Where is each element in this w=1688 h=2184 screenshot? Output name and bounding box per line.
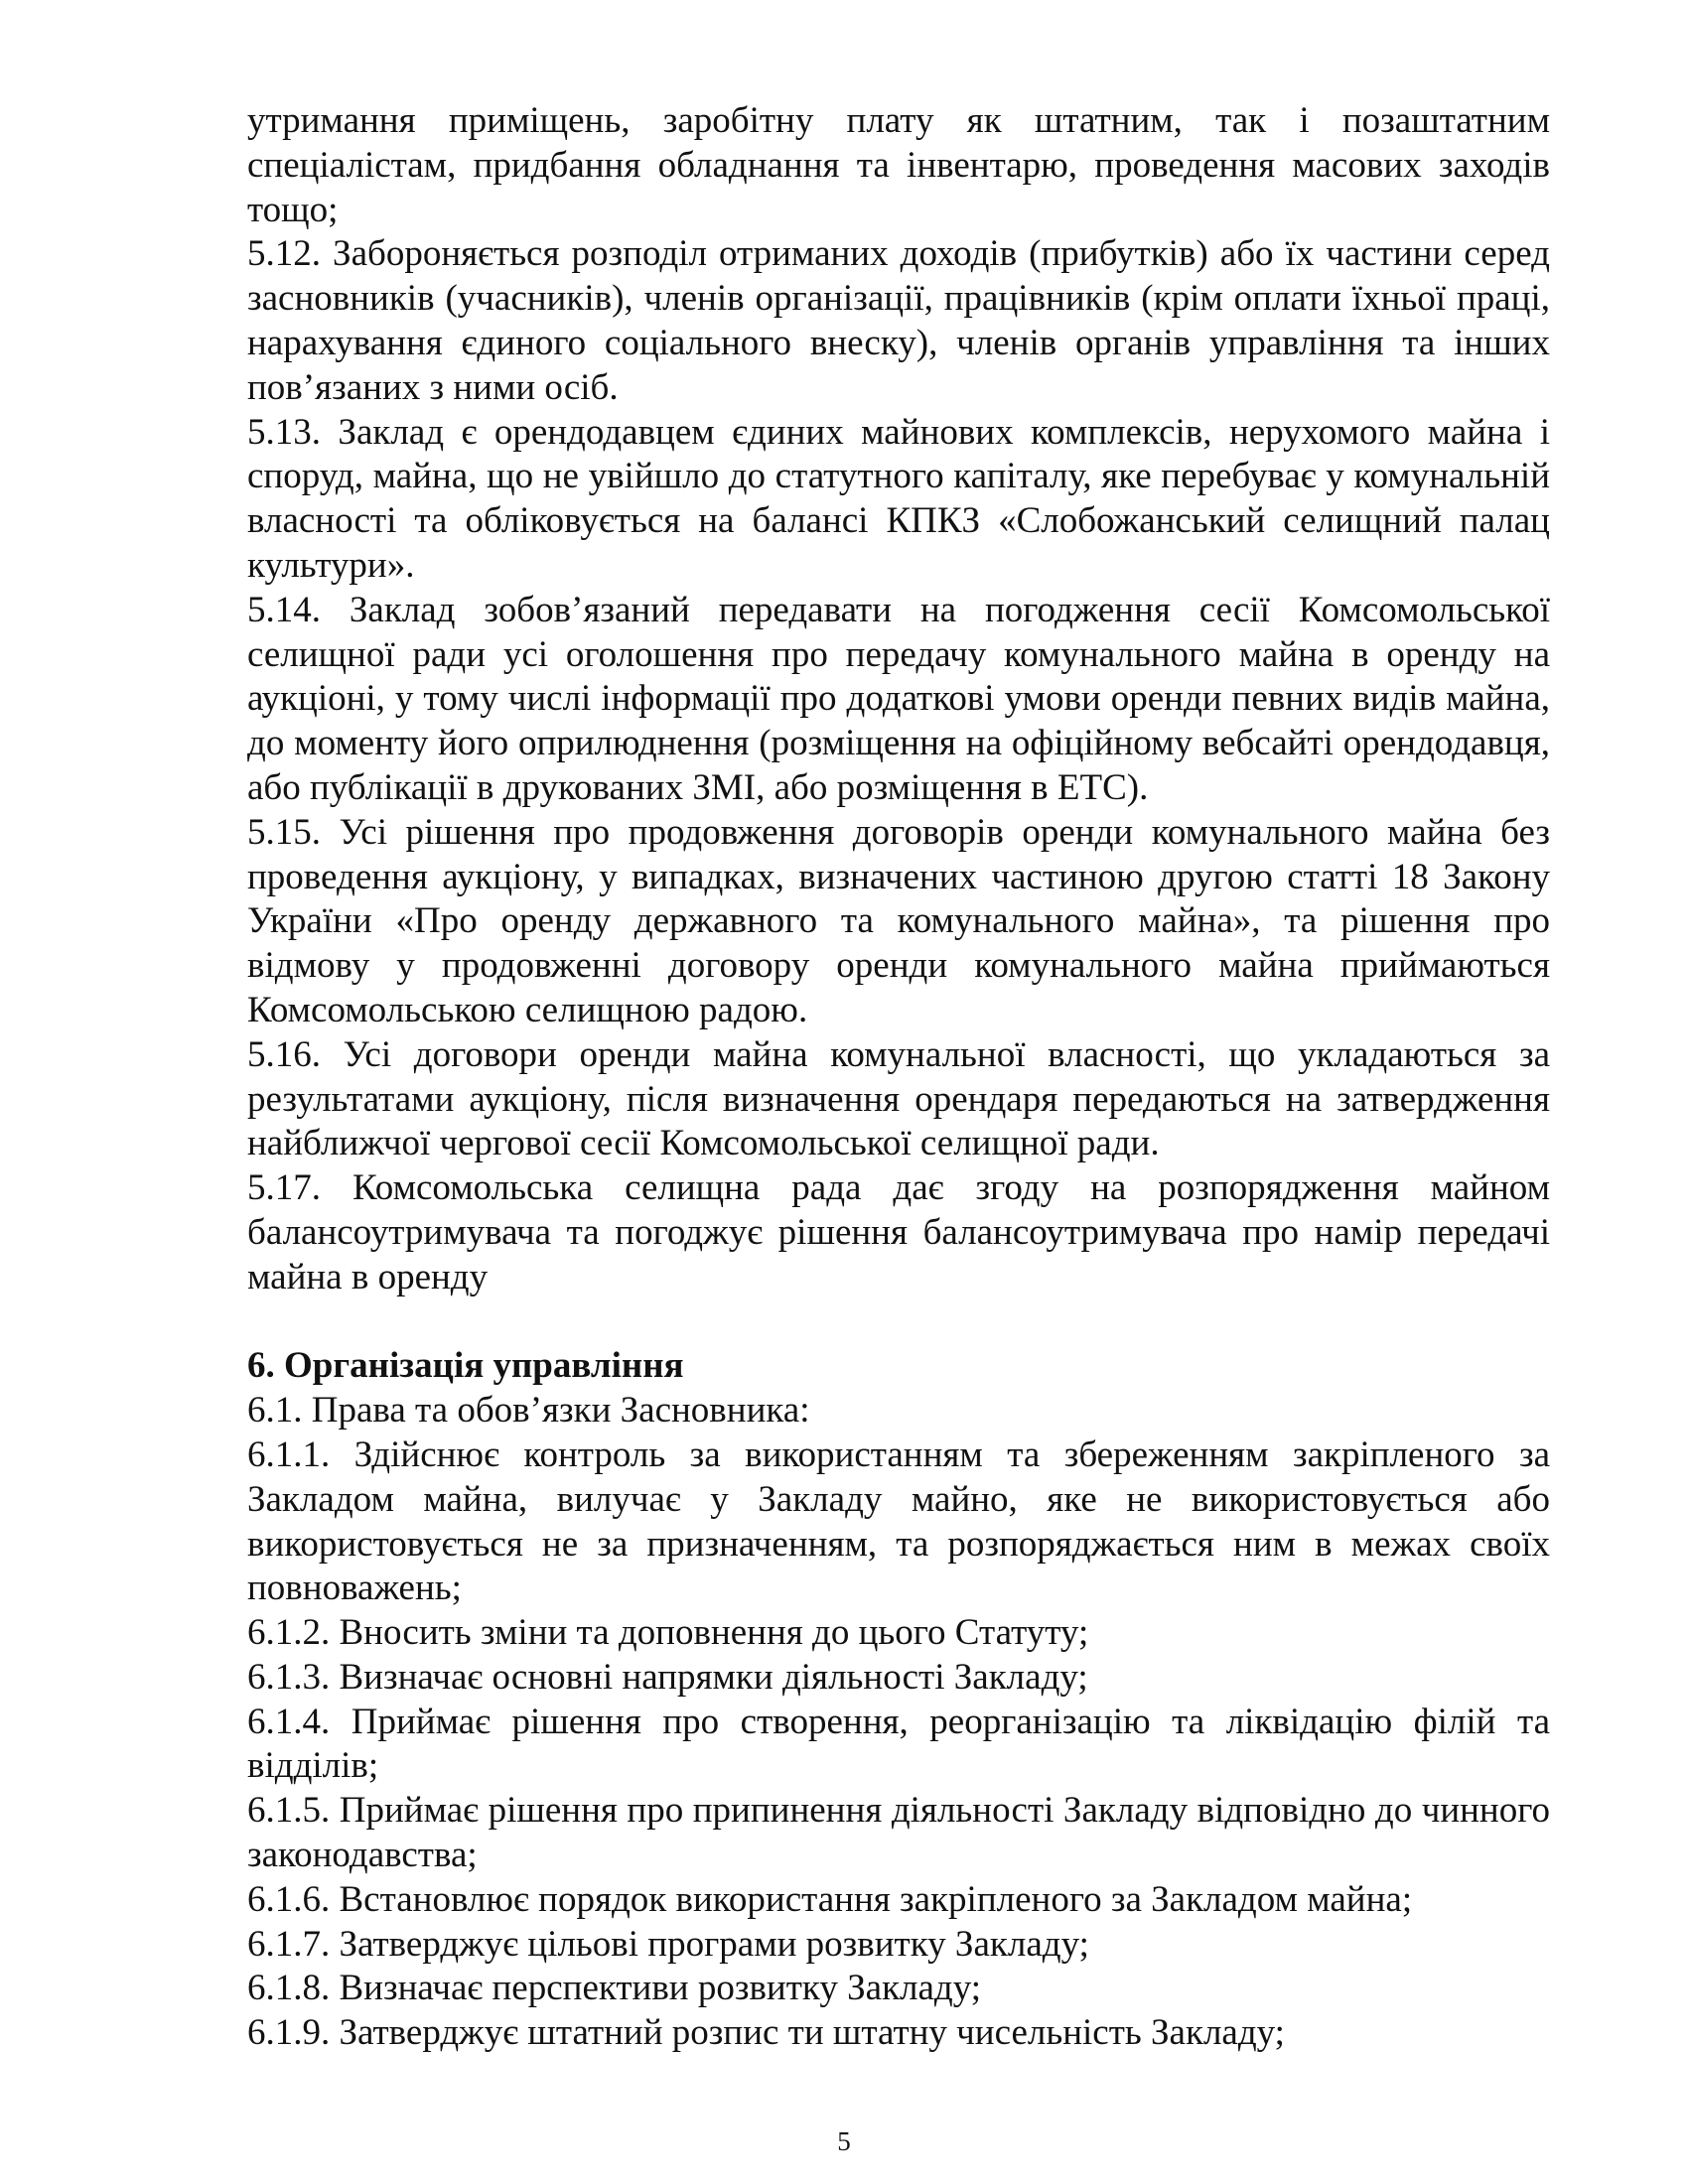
paragraph-5-13: 5.13. Заклад є орендодавцем єдиних майнових комплексів, нерухомого майна і споруд, майна, що не увійшло до статутного капіталу, яке перебуває у комунальній власності та обліковується на балансі КПКЗ «Слобожанський селищний палац культури». bbox=[247, 411, 1550, 586]
paragraph-5-14: 5.14. Заклад зобов’язаний передавати на погодження сесії Комсомольської селищної ради усі оголошення про передачу комунального майна в оренду на аукціоні, у тому числі інформації про додаткові умови оренди певних видів майна, до моменту його оприлюднення (розміщення на офіційному вебсайті орендодавця, або публікації в друкованих ЗМІ, або розміщення в ЕТС). bbox=[247, 589, 1550, 808]
paragraph-6-1-1: 6.1.1. Здійснює контроль за використанням та збереженням закріпленого за Закладом майна, вилучає у Закладу майно, яке не використовується або використовується не за призначенням, та розпоряджається ним в межах своїх повноважень; bbox=[247, 1433, 1550, 1609]
paragraph-6-1-4: 6.1.4. Приймає рішення про створення, реорганізацію та ліквідацію філій та відділів; bbox=[247, 1701, 1550, 1787]
paragraph-6-1-7: 6.1.7. Затверджує цільові програми розвитку Закладу; bbox=[247, 1923, 1089, 1965]
section-heading-6: 6. Організація управління bbox=[247, 1345, 684, 1387]
paragraph-6-1: 6.1. Права та обов’язки Засновника: bbox=[247, 1390, 810, 1432]
paragraph-6-1-3: 6.1.3. Визначає основні напрямки діяльності Закладу; bbox=[247, 1656, 1088, 1698]
paragraph-6-1-5: 6.1.5. Приймає рішення про припинення діяльності Закладу відповідно до чинного законодавства; bbox=[247, 1790, 1550, 1876]
paragraph-6-1-2: 6.1.2. Вносить зміни та доповнення до цього Статуту; bbox=[247, 1612, 1089, 1654]
document-body bbox=[247, 99, 1550, 2056]
paragraph-6-1-8: 6.1.8. Визначає перспективи розвитку Закладу; bbox=[247, 1968, 982, 2009]
paragraph-5-15: 5.15. Усі рішення про продовження договорів оренди комунального майна без проведення аукціону, у випадках, визначених частиною другою статті 18 Закону України «Про оренду державного та комунального майна», та рішення про відмову у продовженні договору оренди комунального майна приймаються Комсомольською селищною радою. bbox=[247, 811, 1550, 1030]
page-number: 5 bbox=[837, 2126, 851, 2156]
paragraph-5-16: 5.16. Усі договори оренди майна комунальної власності, що укладаються за результатами аукціону, після визначення орендаря передаються на затвердження найближчої чергової сесії Комсомольської селищної ради. bbox=[247, 1033, 1550, 1164]
paragraph-6-1-6: 6.1.6. Встановлює порядок використання закріпленого за Закладом майна; bbox=[247, 1878, 1413, 1920]
paragraph-5-12: 5.12. Забороняється розподіл отриманих доходів (прибутків) або їх частини серед засновників (учасників), членів організації, працівників (крім оплати їхньої праці, нарахування єдиного соціального внеску), членів органів управління та інших пов’язаних з ними осіб. bbox=[247, 233, 1550, 408]
paragraph-5-17: 5.17. Комсомольська селищна рада дає згоду на розпорядження майном балансоутримувача та погоджує рішення балансоутримувача про намір передачі майна в оренду bbox=[247, 1167, 1550, 1297]
paragraph-maintenance-continuation: утримання приміщень, заробітну плату як штатним, так і позаштатним спеціалістам, придбання обладнання та інвентарю, проведення масових заходів тощо; bbox=[247, 100, 1550, 230]
paragraph-6-1-9: 6.1.9. Затверджує штатний розпис ти штатну чисельність Закладу; bbox=[247, 2012, 1285, 2054]
